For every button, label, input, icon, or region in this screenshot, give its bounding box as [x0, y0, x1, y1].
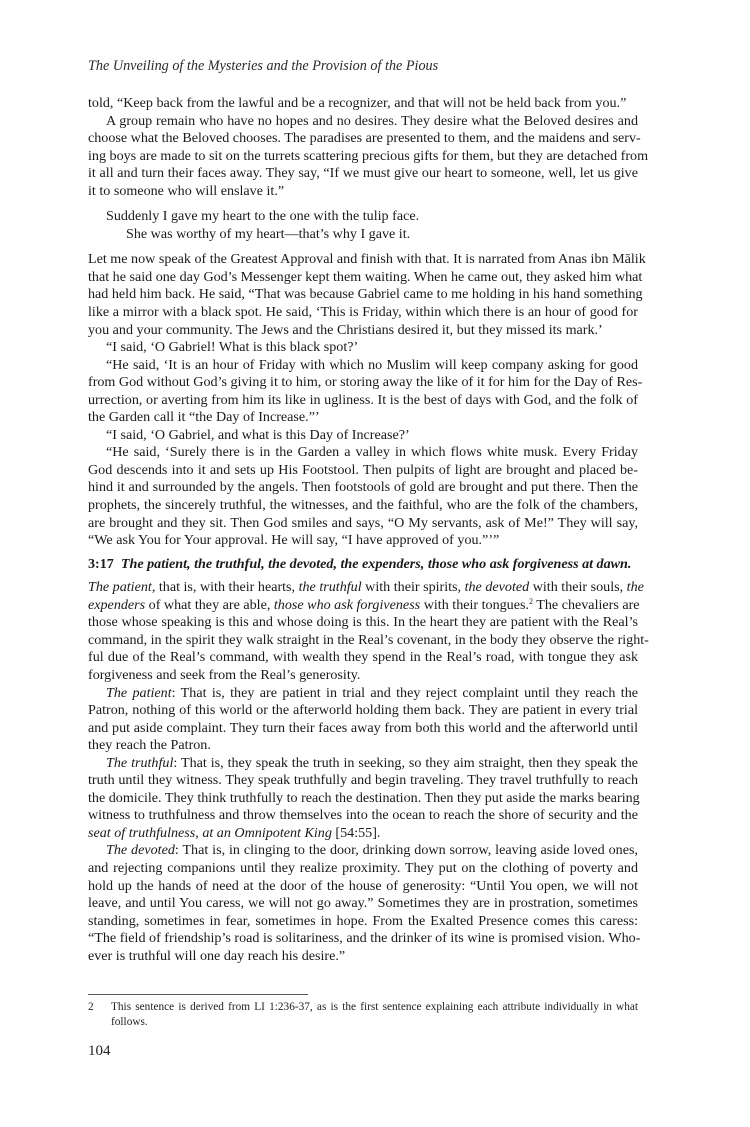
text-line: standing, sometimes in fear, sometimes in hope. From the Exalted Presence comes this caress:: [88, 912, 638, 929]
text-run: : That is, they speak the truth in seeking, so they aim straight, then they speak the: [173, 754, 639, 771]
text-run: with their spirits,: [361, 579, 465, 596]
footnote-number: 2: [88, 1001, 94, 1013]
italic-term: those who ask forgiveness: [273, 596, 421, 613]
verse-line: Suddenly I gave my heart to the one with the tulip face.: [106, 208, 420, 225]
italic-term: The patient: [106, 684, 172, 701]
text-line: truth until they witness. They speak truthfully and begin traveling. They travel truthfully to reach: [88, 772, 638, 789]
page-number: 104: [88, 1043, 111, 1059]
text-line: [88, 842, 638, 860]
text-line: like a mirror with a black spot. He said, ‘This is Friday, within which there is an hour of good for: [88, 304, 638, 321]
text-run: The chevaliers are: [533, 596, 640, 613]
text-run: : That is, in clinging to the door, drinking down sorrow, leaving aside loved ones,: [174, 842, 638, 859]
text-line: that he said one day God’s Messenger kept them waiting. When he came out, they asked him what: [88, 268, 643, 285]
text-line: you and your community. The Jews and the Christians desired it, but they missed its mark.’: [88, 321, 603, 338]
text-line: “He said, ‘It is an hour of Friday with which no Muslim will keep company asking for good: [106, 356, 638, 373]
italic-term: the truthful: [298, 579, 362, 596]
text-line: the domicile. They think truthfully to reach the destination. Then they put aside the marks bearing: [88, 789, 640, 806]
section-title: The patient, the truthful, the devoted, the expenders, those who ask forgiveness at dawn.: [120, 555, 632, 572]
text-line: ing boys are made to sit on the turrets scattering precious gifts for them, but they are detached from: [88, 147, 649, 164]
text-line: [88, 685, 638, 703]
text-line: Let me now speak of the Greatest Approval and finish with that. It is narrated from Anas ibn Mālik: [88, 251, 646, 268]
italic-quote: seat of truthfulness, at an Omnipotent King: [88, 824, 332, 841]
text-run: of what they are able,: [145, 596, 274, 613]
text-line: “I said, ‘O Gabriel! What is this black spot?’: [106, 339, 359, 356]
text-line: they reach the Patron.: [88, 737, 211, 754]
spacer: [88, 243, 638, 251]
text-line: A group remain who have no hopes and no desires. They desire what the Beloved desires and: [106, 112, 638, 129]
text-line: prophets, the sincerely truthful, the witnesses, and the faithful, who are the folk of the chambers,: [88, 497, 638, 514]
section-heading: [88, 556, 638, 574]
italic-term: The truthful: [106, 754, 174, 771]
footnote-marker[interactable]: 2: [529, 596, 533, 606]
text-line: ever is truthful will one day reach his desire.”: [88, 947, 346, 964]
text-run: , that is, with their hearts,: [151, 579, 299, 596]
italic-term: expenders: [88, 596, 146, 613]
italic-term: The devoted: [106, 842, 175, 859]
footnote-divider: [88, 994, 308, 995]
verse-reference: [54:55].: [331, 824, 381, 841]
section-number: 3:17: [88, 555, 114, 572]
text-run: with their tongues.: [420, 596, 529, 613]
text-line: “The field of friendship’s road is solitariness, and the drinker of its wine is promised vision. Who-: [88, 930, 641, 947]
text-line: command, in the spirit they walk straight in the Real’s covenant, in the body they observe the right-: [88, 631, 649, 648]
text-line: forgiveness and seek from the Real’s generosity.: [88, 666, 361, 683]
text-line: leave, and until You caress, we will not go away.” Sometimes they are in prostration, sometimes: [88, 895, 638, 912]
text-line: “We ask You for Your approval. He will say, “I have approved of you.”’”: [88, 532, 500, 549]
footnote-text: This sentence is derived from LI 1:236-37, as is the first sentence explaining each attribute individually in what follows.: [111, 1001, 638, 1028]
text-line: from God without God’s giving it to him, or storing away the like of it for him for the Day of Res-: [88, 374, 643, 391]
body-text: [88, 95, 649, 965]
text-line: [88, 825, 638, 843]
text-line: hold up the hands of need at the door of the house of generosity: “Until You open, we will not: [88, 877, 638, 894]
text-line: choose what the Beloved chooses. The paradises are presented to them, and the maidens and serv-: [88, 130, 641, 147]
text-line: hind it and surrounded by the angels. Then footstools of gold are brought and put there. Then the: [88, 479, 638, 496]
text-line: ful due of the Real’s command, with wealth they spend in the Real’s road, with tongue they ask: [88, 649, 638, 666]
text-line: it to someone who will enslave it.”: [88, 182, 285, 199]
text-line: witness to truthfulness and throw themselves into the ocean to reach the shore of security and the: [88, 807, 638, 824]
verse-line: She was worthy of my heart—that’s why I gave it.: [126, 225, 411, 242]
italic-term: the: [626, 579, 644, 596]
text-line: had held him back. He said, “That was because Gabriel came to me holding in his hand something: [88, 286, 643, 303]
text-line: and rejecting companions until they realize proximity. They put on the clothing of poverty and: [88, 859, 638, 876]
text-line: “I said, ‘O Gabriel, and what is this Day of Increase?’: [106, 426, 410, 443]
footnote: [88, 1000, 638, 1030]
text-line: [88, 755, 638, 773]
text-line: those whose speaking is this and whose doing is this. In the heart they are patient with the Real’s: [88, 614, 638, 631]
italic-term: The patient: [88, 579, 152, 596]
running-head: The Unveiling of the Mysteries and the Provision of the Pious: [88, 58, 439, 74]
text-line: are brought and they sit. Then God smiles and says, “O My servants, ask of Me!” They will say,: [88, 514, 638, 531]
text-line: [88, 579, 644, 597]
text-run: with their souls,: [529, 579, 627, 596]
text-line: urrection, or averting from him its like in ugliness. It is the best of days with God, and the folk of: [88, 391, 638, 408]
text-line: it all and turn their faces away. They say, “If we must give our heart to someone, well, let us give: [88, 165, 638, 182]
text-line: the Garden call it “the Day of Increase.”’: [88, 409, 320, 426]
spacer: [88, 200, 638, 208]
text-line: Patron, nothing of this world or the afterworld holding them back. They are patient in every trial: [88, 702, 638, 719]
text-run: : That is, they are patient in trial and they reject complaint until they reach the: [171, 684, 639, 701]
text-line: “He said, ‘Surely there is in the Garden a valley in which flows white musk. Every Friday: [106, 444, 638, 461]
text-line: and put aside complaint. They turn their faces away from both this world and the afterworld until: [88, 719, 638, 736]
text-line: [88, 597, 638, 615]
italic-term: the devoted: [464, 579, 530, 596]
text-line: God descends into it and sets up His Footstool. Then pulpits of light are brought and placed be-: [88, 461, 638, 478]
text-line: told, “Keep back from the lawful and be a recognizer, and that will not be held back from you.”: [88, 95, 627, 111]
